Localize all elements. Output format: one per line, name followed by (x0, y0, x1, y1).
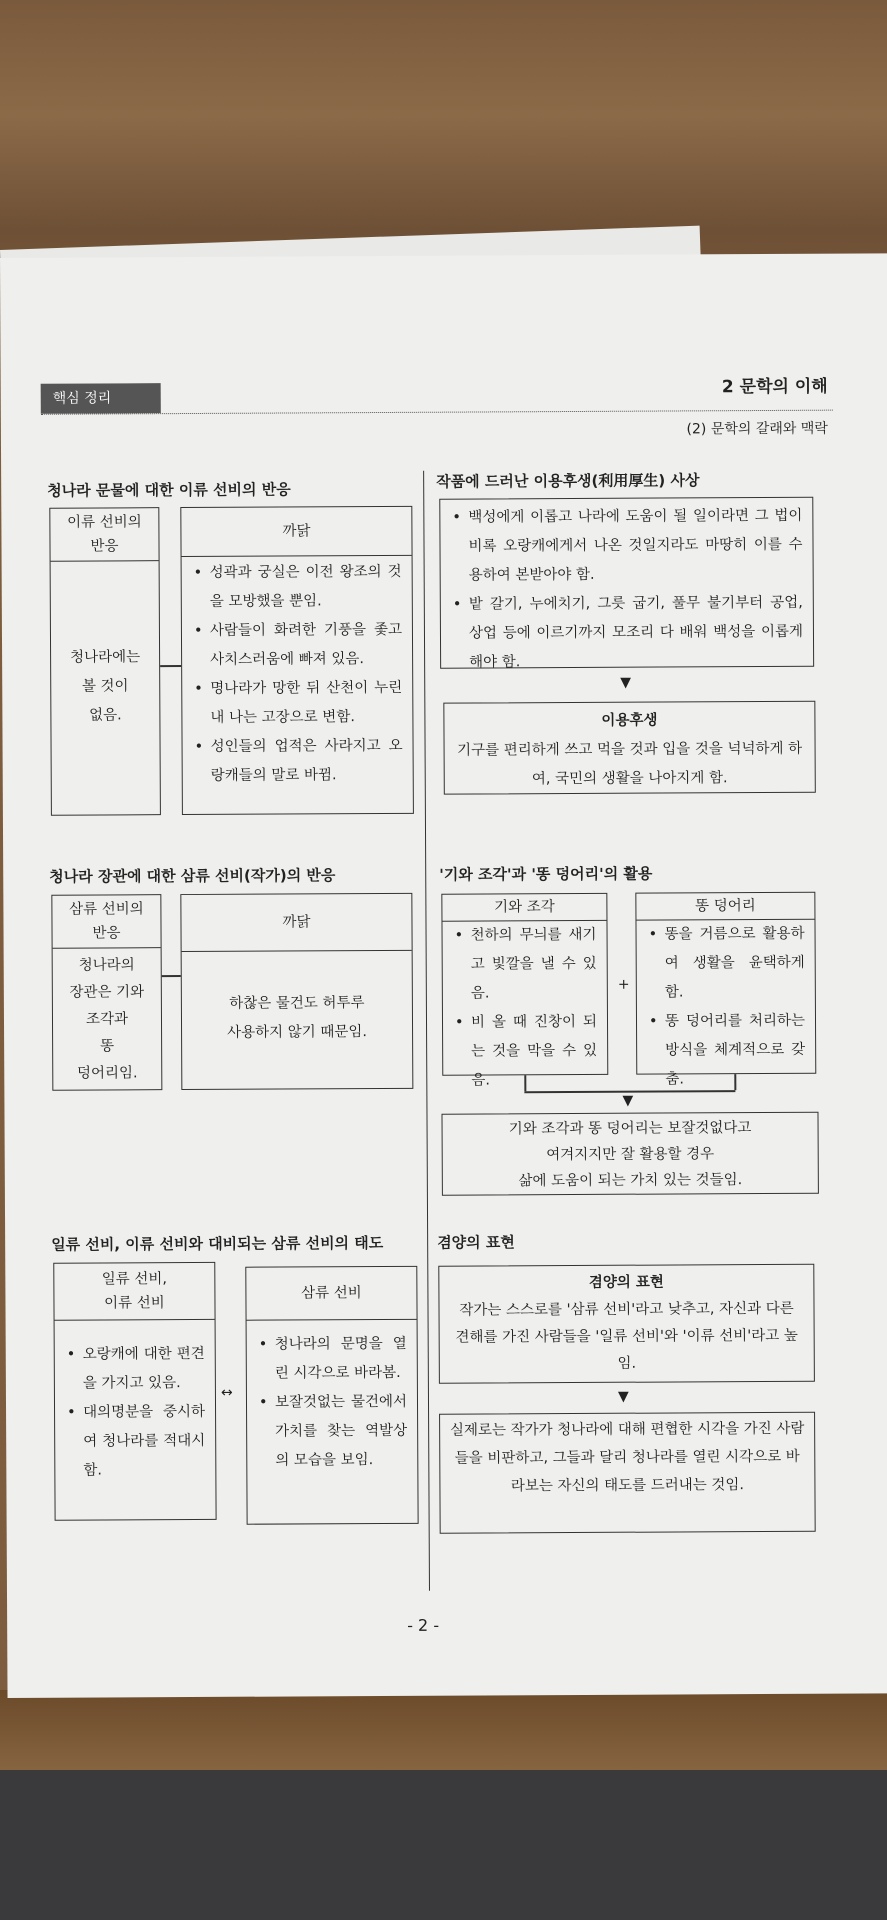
s1-reason-1: • 성곽과 궁실은 이전 왕조의 것을 모방했을 뿐임. (190, 558, 402, 617)
s3-right-box (180, 893, 413, 1090)
s4-tile-2: • 비 올 때 진창이 되는 것을 막을 수 있음. (451, 1008, 597, 1096)
s5-right-head: 삼류 선비 (246, 1267, 416, 1321)
s1-connector (160, 665, 182, 667)
chapter-title: 2 문학의 이해 (721, 376, 828, 398)
s6-title: 겸양의 표현 (437, 1233, 515, 1252)
s2-summary-box (443, 701, 815, 795)
s1-left-head: 이류 선비의 반응 (50, 508, 158, 562)
s3-connector (162, 975, 182, 977)
s3-left-head: 삼류 선비의 반응 (52, 895, 160, 949)
s5-right-list (247, 1320, 418, 1476)
s2-idea-2: • 밭 갈기, 누에치기, 그릇 굽기, 풀무 불기부터 공업, 상업 등에 이르기까지 모조리 다 배워 백성을 이롭게 해야 함. (449, 589, 803, 678)
s4-dung-1: • 똥을 거름으로 활용하여 생활을 윤택하게 함. (644, 920, 804, 1008)
s6-arrow: ▼ (617, 1388, 629, 1405)
s4-tile-head: 기와 조각 (442, 894, 606, 922)
s4-title: '기와 조각'과 '똥 덩어리'의 활용 (439, 864, 653, 884)
s2-summary-title: 이용후생 (601, 712, 658, 729)
s4-dung-head: 똥 덩어리 (636, 893, 814, 921)
s5-right-box (245, 1266, 418, 1525)
s5-left-1: • 오랑캐에 대한 편견을 가지고 있음. (63, 1340, 205, 1399)
s6-modesty-title: 겸양의 표현 (588, 1274, 664, 1291)
s6-result-box: 실제로는 작가가 청나라에 대해 편협한 시각을 가진 사람들을 비판하고, 그들과 달리 청나라를 열린 시각으로 바라보는 자신의 태도를 드러내는 것임. (439, 1412, 816, 1534)
s4-tile-list (442, 921, 607, 1096)
s2-idea-1: • 백성에게 이롭고 나라에 도움이 될 일이라면 그 법이 비록 오랑캐에게서 나온 것일지라도 마땅히 이를 수용하여 본받아야 함. (448, 502, 802, 591)
s1-left-box (49, 507, 161, 816)
s1-right-box (180, 506, 414, 815)
s4-tile-box (441, 893, 608, 1089)
s3-right-head: 까닭 (181, 894, 411, 952)
s2-idea-box (439, 497, 814, 669)
s5-right-2: • 보잘것없는 물건에서 가치를 찾는 역발상의 모습을 보임. (255, 1388, 407, 1476)
s5-left-box (53, 1262, 216, 1521)
s1-reason-2: • 사람들이 화려한 기풍을 좇고 사치스러움에 빠져 있음. (190, 616, 402, 675)
s6-modesty-box (438, 1264, 815, 1384)
column-divider (423, 471, 430, 1591)
s3-title: 청나라 장관에 대한 삼류 선비(작가)의 반응 (49, 866, 336, 886)
worksheet-page (0, 253, 887, 1698)
s3-right-body: 하찮은 물건도 허투루 사용하지 않기 때문임. (227, 995, 368, 1041)
s1-right-head: 까닭 (181, 507, 411, 557)
s5-title: 일류 선비, 이류 선비와 대비되는 삼류 선비의 태도 (51, 1234, 384, 1254)
s6-modesty-text: 작가는 스스로를 '삼류 선비'라고 낮추고, 자신과 다른 견해를 가진 사람들을 '일류 선비'와 '이류 선비'라고 높임. (455, 1300, 798, 1372)
s1-title: 청나라 문물에 대한 이류 선비의 반응 (47, 480, 291, 500)
s4-bracket-right (734, 1074, 736, 1090)
s4-dung-box (635, 892, 816, 1088)
s4-result-box: 기와 조각과 똥 덩어리는 보잘것없다고 여겨지지만 잘 활용할 경우 삶에 도움이 되는 가치 있는 것들임. (441, 1112, 818, 1196)
s4-plus: + (617, 976, 630, 993)
s3-left-body: 청나라의 장관은 기와 조각과 똥 덩어리임. (69, 957, 145, 1082)
s4-bracket-left (524, 1075, 526, 1091)
section-tag: 핵심 정리 (41, 383, 161, 414)
s2-idea-list (440, 502, 813, 678)
s4-tile-1: • 천하의 무늬를 새기고 빛깔을 낼 수 있음. (450, 921, 596, 1009)
s5-left-2: • 대의명분을 중시하여 청나라를 적대시함. (63, 1398, 205, 1486)
s1-reason-4: • 성인들의 업적은 사라지고 오랑캐들의 말로 바뀜. (190, 732, 402, 791)
chapter-subtitle: (2) 문학의 갈래와 맥락 (686, 420, 828, 438)
s4-arrow: ▼ (622, 1092, 634, 1109)
s2-title: 작품에 드러난 이용후생(利用厚生) 사상 (436, 471, 700, 491)
s2-summary-text: 기구를 편리하게 쓰고 먹을 것과 입을 것을 넉넉하게 하여, 국민의 생활을 나아지게 함. (457, 740, 803, 788)
s1-reason-3: • 명나라가 망한 뒤 산천이 누린내 나는 고장으로 변함. (190, 674, 402, 733)
s4-dung-2: • 똥 덩어리를 처리하는 방식을 체계적으로 갖춤. (645, 1007, 805, 1095)
s3-left-box (51, 894, 162, 1091)
floor-area (0, 1770, 887, 1920)
s1-left-body: 청나라에는 볼 것이 없음. (70, 649, 141, 724)
page-number: - 2 - (407, 1615, 440, 1635)
s4-dung-list (636, 920, 815, 1095)
s5-right-1: • 청나라의 문명을 열린 시각으로 바라봄. (255, 1330, 407, 1389)
s5-contrast-arrow: ↔ (220, 1384, 233, 1401)
s5-left-list (55, 1320, 216, 1486)
s5-left-head: 일류 선비, 이류 선비 (54, 1263, 214, 1321)
s1-reason-list (182, 556, 413, 791)
s2-arrow: ▼ (620, 674, 632, 691)
